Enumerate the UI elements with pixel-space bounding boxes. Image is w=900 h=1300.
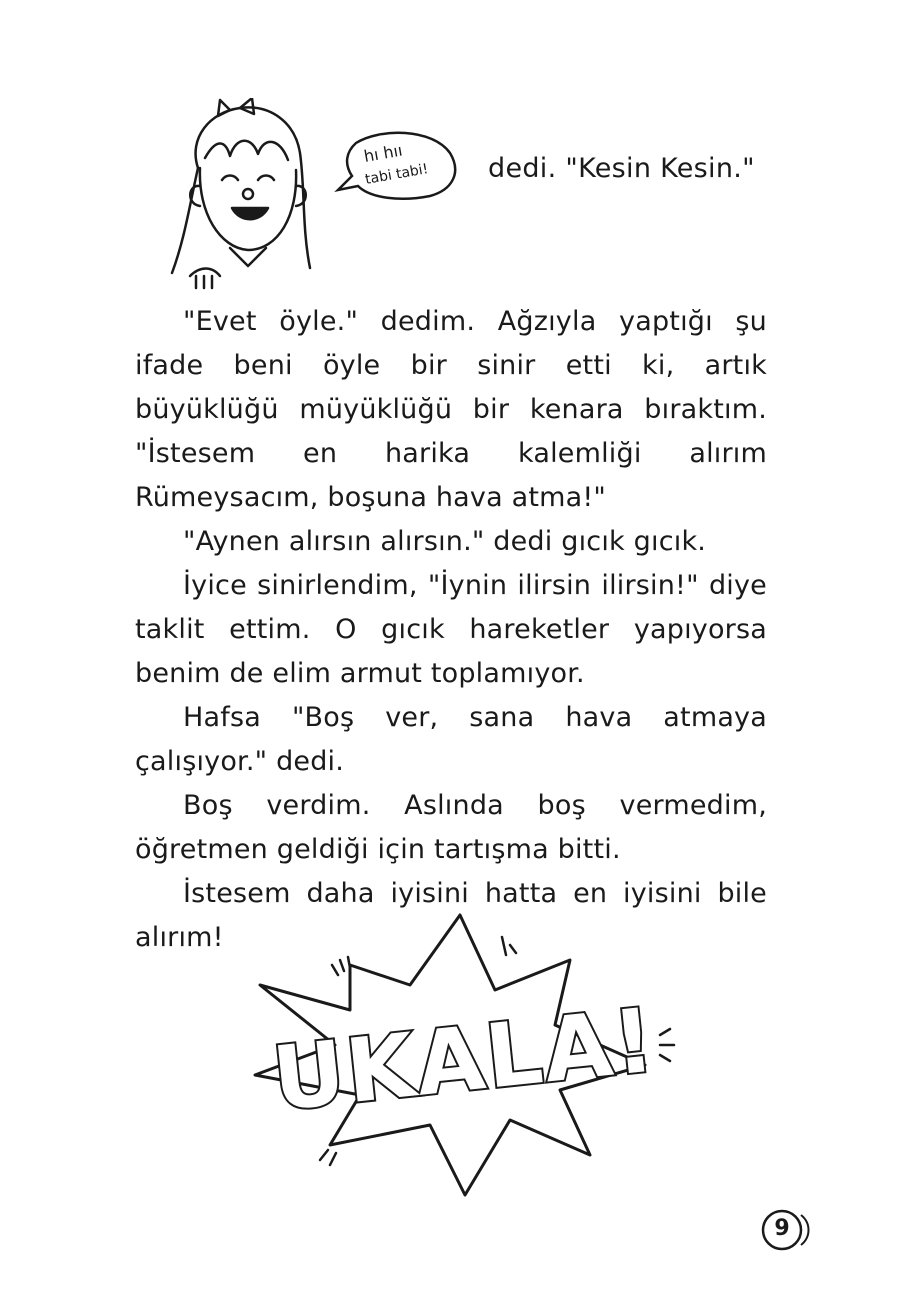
paragraph-1: "Evet öyle." dedim. Ağzıyla yaptığı şu ifade beni öyle bir sinir etti ki, artık büyüklüğü müyüklüğü bir kenara bıraktım. "İstesem en harika kalemliği alırım Rümeysacım, boşuna hava atma!" — [135, 306, 767, 513]
paragraph-2: "Aynen alırsın alırsın." dedi gıcık gıcık. — [183, 526, 707, 557]
dialogue-tag-line: dedi. "Kesin Kesin." — [488, 153, 755, 184]
paragraph-4: Hafsa "Boş ver, sana hava atmaya çalışıyor." dedi. — [135, 702, 767, 777]
paragraph-5: Boş verdim. Aslında boş vermedim, öğretmen geldiği için tartışma bitti. — [135, 790, 767, 865]
burst-text: UKALA! — [268, 988, 661, 1131]
speech-bubble-line2: tabi tabi! — [363, 161, 430, 188]
page-number-badge — [757, 1205, 817, 1255]
ukala-burst-illustration — [240, 905, 680, 1205]
paragraph-3: İyice sinirlendim, "İynin ilirsin ilirsin!" diye taklit ettim. O gıcık hareketler yapıyorsa benim de elim armut toplamıyor. — [135, 570, 767, 689]
speech-bubble-line1: hı hıı — [362, 140, 404, 166]
page-number: 9 — [774, 1216, 790, 1241]
paragraph-6: İstesem daha iyisini hatta en iyisini bile alırım! — [135, 878, 767, 953]
girl-illustration — [160, 98, 460, 298]
story-text — [135, 300, 767, 960]
